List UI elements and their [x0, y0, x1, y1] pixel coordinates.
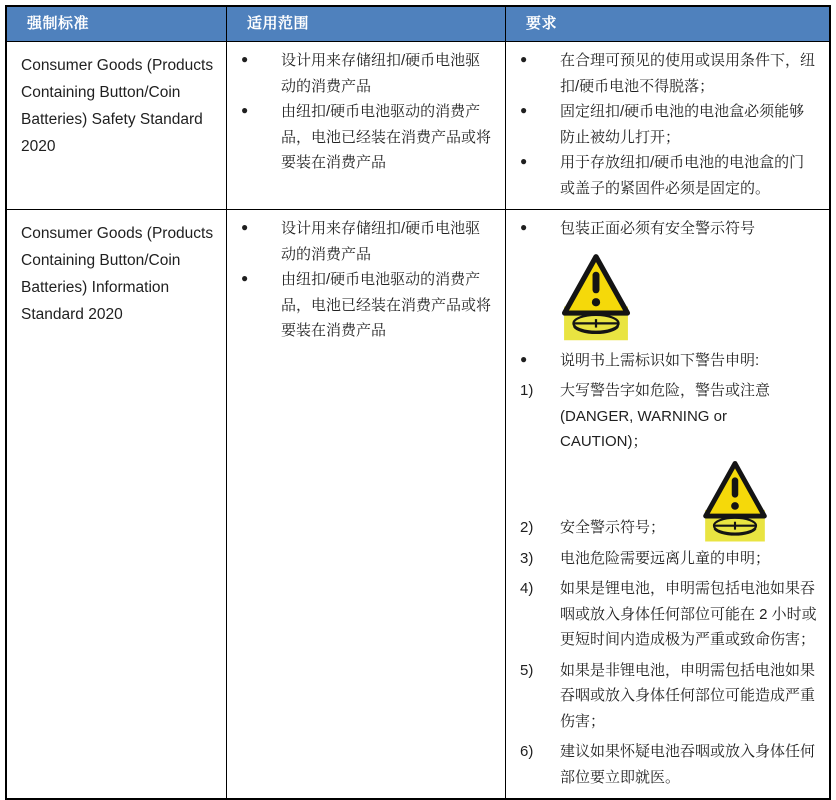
requirement-text: 在合理可预见的使用或误用条件下，纽扣/硬币电池不得脱落； — [560, 52, 816, 95]
bullet-icon: ● — [520, 220, 528, 234]
row1-requirements-cell — [506, 42, 829, 210]
list-item — [239, 99, 493, 176]
requirement-text: 固定纽扣/硬币电池的电池盒必须能够防止被幼儿打开； — [560, 103, 805, 146]
scope-text: 设计用来存储纽扣/硬币电池驱动的消费产品 — [281, 52, 481, 95]
item-number: 4) — [520, 580, 534, 597]
numbered-item — [518, 459, 817, 541]
requirement-text: 如果是锂电池，申明需包括电池如果吞咽或放入身体任何部位可能在 2 小时或更短时间内造成极为严重或致命伤害； — [560, 580, 817, 648]
requirement-text: 用于存放纽扣/硬币电池的电池盒的门或盖子的紧固件必须是固定的。 — [560, 154, 805, 197]
item-number: 1) — [520, 382, 534, 399]
list-item — [518, 150, 817, 201]
requirement-text: 说明书上需标识如下警告申明: — [560, 351, 760, 369]
battery-warning-icon — [558, 252, 634, 344]
row1-standard-cell — [7, 42, 227, 210]
numbered-item — [518, 546, 817, 572]
numbered-item — [518, 658, 817, 735]
list-item — [239, 267, 493, 344]
item-number: 2) — [520, 519, 534, 536]
requirement-text: 如果是非锂电池，申明需包括电池如果吞咽或放入身体任何部位可能造成严重伤害； — [560, 661, 816, 730]
bullet-icon: ● — [241, 220, 249, 234]
standards-table — [5, 5, 831, 800]
numbered-item — [518, 378, 817, 455]
row2-standard-cell — [7, 210, 227, 798]
numbered-item — [518, 576, 817, 653]
requirement-text: 安全警示符号； — [560, 519, 666, 536]
item-number: 3) — [520, 549, 534, 567]
header-label-requirements: 要求 — [526, 15, 558, 33]
list-item — [239, 216, 493, 267]
item-number: 6) — [520, 743, 534, 760]
bullet-icon: ● — [520, 52, 528, 66]
list-item — [518, 348, 817, 374]
bullet-icon: ● — [241, 52, 249, 66]
list-item — [518, 216, 817, 242]
bullet-icon: ● — [520, 154, 528, 168]
standard-name: Consumer Goods (Products Containing Button/Coin Batteries) Information Standard 2020 — [21, 225, 214, 324]
header-label-standard: 强制标准 — [27, 15, 90, 33]
battery-warning-icon — [699, 459, 771, 545]
list-item — [518, 99, 817, 150]
header-cell-scope — [227, 7, 506, 42]
requirement-text: 大写警告字如危险，警告或注意(DANGER, WARNING or CAUTION)； — [560, 382, 771, 450]
header-cell-standard — [7, 7, 227, 42]
numbered-item — [518, 739, 817, 790]
bullet-icon: ● — [520, 351, 528, 366]
row2-scope-cell — [227, 210, 506, 798]
header-cell-requirements — [506, 7, 829, 42]
scope-text: 由纽扣/硬币电池驱动的消费产品，电池已经装在消费产品或将要装在消费产品 — [281, 103, 492, 171]
item-number: 5) — [520, 661, 534, 679]
requirement-text: 电池危险需要远离儿童的申明； — [560, 549, 771, 567]
bullet-icon: ● — [241, 103, 249, 117]
header-label-scope: 适用范围 — [247, 15, 310, 33]
bullet-icon: ● — [241, 271, 249, 285]
list-item — [518, 48, 817, 99]
row1-scope-cell — [227, 42, 506, 210]
scope-text: 由纽扣/硬币电池驱动的消费产品，电池已经装在消费产品或将要装在消费产品 — [281, 271, 492, 339]
bullet-icon: ● — [520, 103, 528, 117]
row2-requirements-cell — [506, 210, 829, 798]
standard-name: Consumer Goods (Products Containing Button/Coin Batteries) Safety Standard 2020 — [21, 57, 214, 156]
requirement-text: 建议如果怀疑电池吞咽或放入身体任何部位要立即就医。 — [560, 743, 816, 786]
requirement-text: 包装正面必须有安全警示符号 — [560, 220, 756, 237]
list-item — [239, 48, 493, 99]
scope-text: 设计用来存储纽扣/硬币电池驱动的消费产品 — [281, 220, 481, 263]
